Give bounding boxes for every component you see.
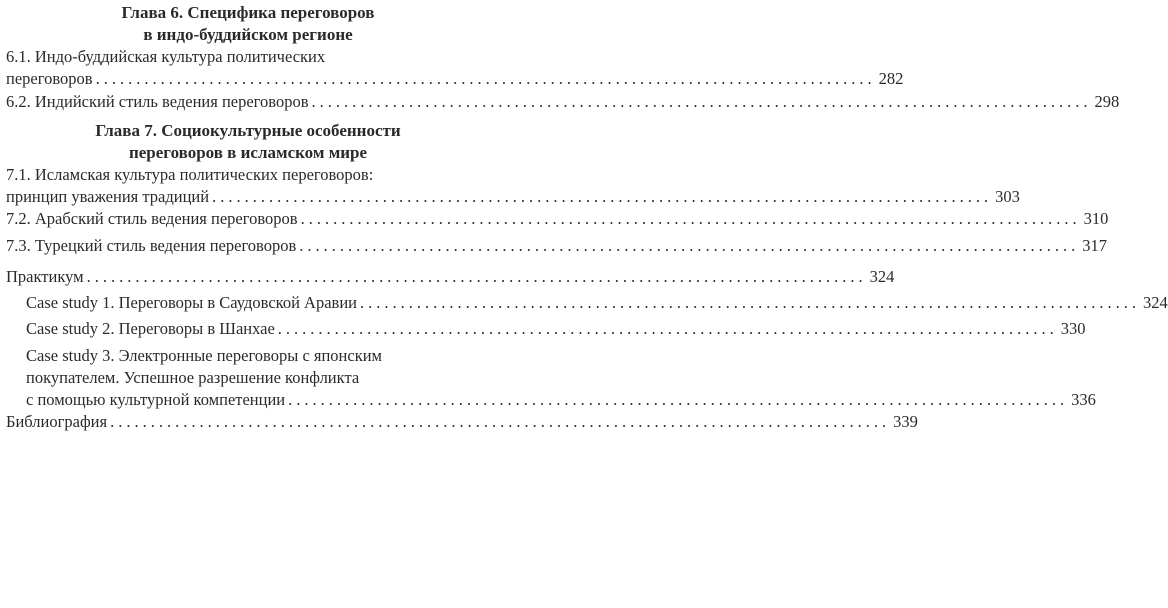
page-number: 324 (869, 267, 895, 286)
page-number: 324 (1143, 293, 1168, 312)
dot-leader: ................................................................................................ (110, 412, 891, 431)
toc-entry-text: Case study 1. Переговоры в Саудовской Аравии (26, 293, 357, 312)
toc-entry-text: переговоров (6, 69, 93, 88)
dot-leader: ................................................................................................ (212, 187, 993, 206)
toc-entry-text: 6.2. Индийский стиль ведения переговоров (6, 92, 309, 111)
chapter-6-heading (0, 2, 496, 46)
page-number: 303 (995, 187, 1020, 206)
page-number: 336 (1071, 390, 1096, 409)
toc-entry-6-1[interactable] (6, 46, 904, 90)
chapter-7-title-line-2: переговоров в исламском мире (128, 143, 368, 162)
toc-entry-case-study-2[interactable] (6, 318, 1086, 340)
page-number: 330 (1060, 319, 1086, 338)
toc-entry-6-2[interactable] (6, 91, 1120, 113)
chapter-6-title-line-2: в индо-буддийском регионе (143, 25, 353, 44)
dot-leader: ................................................................................................ (360, 293, 1140, 312)
toc-entry-practicum[interactable] (6, 266, 895, 288)
page-number: 317 (1082, 236, 1108, 255)
dot-leader: ................................................................................................ (95, 69, 876, 88)
dot-leader: ................................................................................................ (86, 267, 867, 286)
toc-entry-7-2[interactable] (6, 208, 1109, 230)
page-number: 298 (1094, 92, 1120, 111)
dot-leader: ................................................................................................ (288, 390, 1069, 409)
page-number: 282 (878, 69, 904, 88)
toc-entry-text: Case study 3. Электронные переговоры с японским (26, 346, 382, 365)
page-number: 310 (1083, 209, 1109, 228)
toc-entry-text: 7.2. Арабский стиль ведения переговоров (6, 209, 298, 228)
toc-entry-text: с помощью культурной компетенции (26, 390, 286, 409)
toc-entry-bibliography[interactable] (6, 411, 918, 433)
chapter-7-heading (0, 120, 496, 164)
chapter-7-title-line-1: Глава 7. Социокультурные особенности (95, 121, 401, 140)
chapter-6-title-line-1: Глава 6. Специфика переговоров (121, 3, 375, 22)
toc-entry-case-study-3[interactable] (6, 345, 1096, 411)
toc-entry-text: Практикум (6, 267, 84, 286)
dot-leader: ................................................................................................ (277, 319, 1058, 338)
toc-entry-text: 6.1. Индо-буддийская культура политических (6, 47, 326, 66)
toc-entry-7-1[interactable] (6, 164, 1020, 208)
dot-leader: ................................................................................................ (300, 209, 1081, 228)
toc-entry-text: принцип уважения традиций (6, 187, 210, 206)
dot-leader: ................................................................................................ (311, 92, 1092, 111)
page-number: 339 (893, 412, 918, 431)
toc-entry-text: 7.1. Исламская культура политических переговоров: (6, 165, 374, 184)
toc-entry-7-3[interactable] (6, 235, 1108, 257)
toc-entry-case-study-1[interactable] (6, 292, 1168, 314)
dot-leader: ................................................................................................ (299, 236, 1080, 255)
toc-entry-text: Библиография (6, 412, 108, 431)
toc-entry-text: Case study 2. Переговоры в Шанхае (26, 319, 275, 338)
toc-entry-text: 7.3. Турецкий стиль ведения переговоров (6, 236, 297, 255)
toc-entry-text: покупателем. Успешное разрешение конфликта (26, 368, 360, 387)
